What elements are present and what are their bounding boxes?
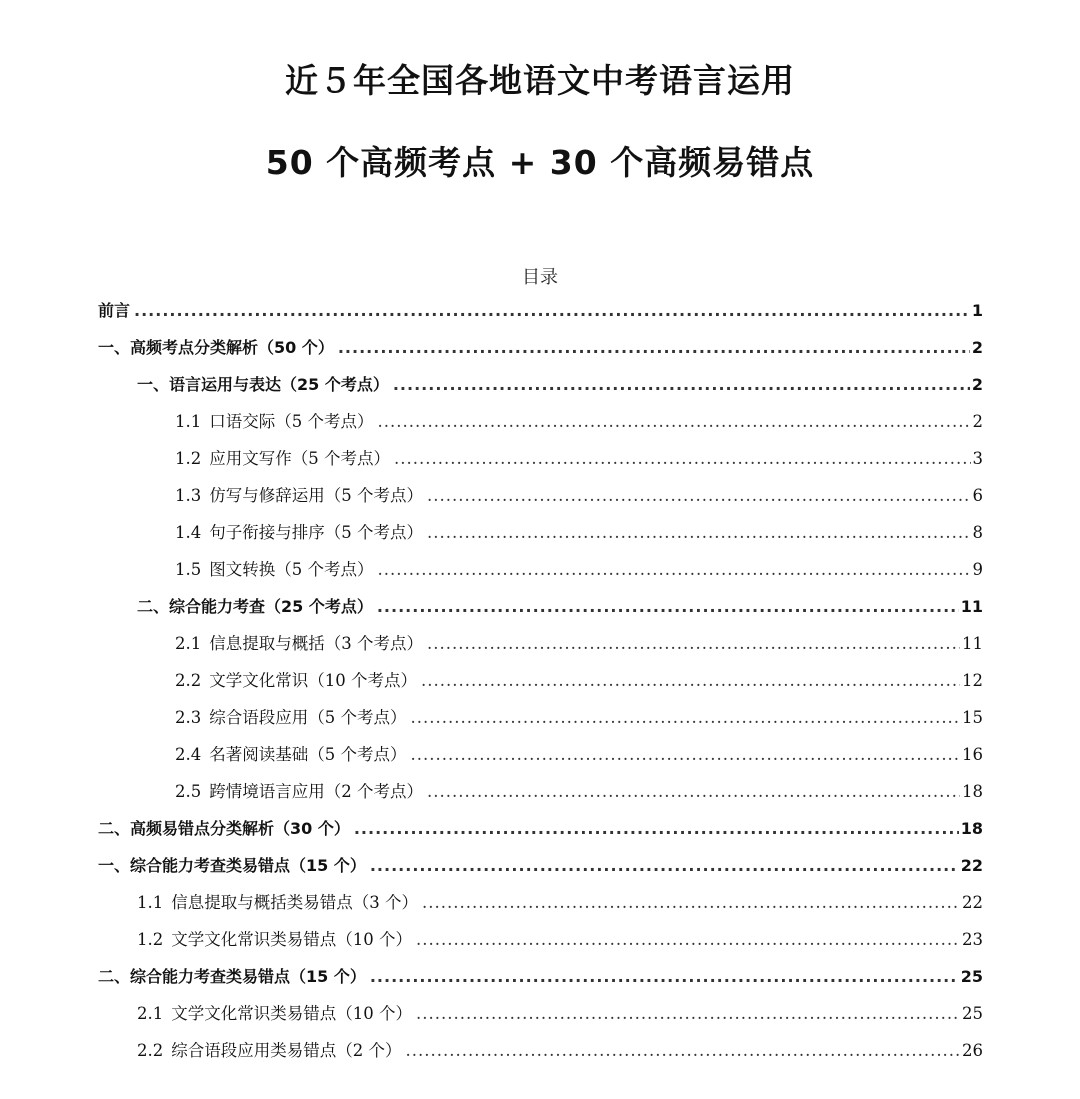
dot-leader	[393, 370, 970, 400]
dot-leader	[406, 1036, 961, 1066]
toc-entry-number: 2.2	[137, 1041, 164, 1060]
toc-entry-number: 1.3	[175, 486, 202, 505]
toc-entry-error-2-2[interactable]	[137, 1036, 983, 1066]
toc-entry-text: 综合语段应用类易错点（2 个）	[171, 1041, 402, 1060]
toc-entry-text: 一、高频考点分类解析（50 个）	[98, 338, 334, 357]
toc-entry-2-1[interactable]	[175, 629, 983, 659]
toc-page-number: 3	[972, 449, 983, 468]
toc-entry-number: 1.1	[175, 412, 202, 431]
dot-leader	[427, 481, 971, 511]
toc-page-number: 2	[971, 338, 983, 357]
toc-page-number: 26	[962, 1041, 983, 1060]
toc-entry-text: 仿写与修辞运用（5 个考点）	[209, 486, 423, 505]
toc-page-number: 25	[962, 1004, 983, 1023]
toc-entry-1-1[interactable]	[175, 407, 983, 437]
toc-entry-2-4[interactable]	[175, 740, 983, 770]
toc-entry-number: 2.2	[175, 671, 202, 690]
toc-entry-number: 2.1	[137, 1004, 164, 1023]
toc-page-number: 22	[962, 893, 983, 912]
dot-leader	[377, 592, 959, 622]
dot-leader	[370, 962, 959, 992]
toc-entry-text: 综合语段应用（5 个考点）	[209, 708, 407, 727]
toc-page-number: 25	[960, 967, 983, 986]
toc-entry-section-1[interactable]	[137, 370, 983, 400]
toc-entry-part-2[interactable]	[98, 814, 983, 844]
toc-page-number: 12	[962, 671, 983, 690]
toc-entry-text: 信息提取与概括（3 个考点）	[209, 634, 423, 653]
toc-entry-text: 前言	[98, 301, 131, 320]
toc-entry-text: 一、综合能力考查类易错点（15 个）	[98, 856, 366, 875]
toc-entry-text: 跨情境语言应用（2 个考点）	[209, 782, 423, 801]
toc-entry-number: 1.1	[137, 893, 164, 912]
toc-page-number: 16	[962, 745, 983, 764]
toc-entry-2-3[interactable]	[175, 703, 983, 733]
toc-entry-preface[interactable]	[98, 296, 983, 326]
dot-leader	[427, 777, 960, 807]
toc-page-number: 22	[960, 856, 983, 875]
toc-entry-1-5[interactable]	[175, 555, 983, 585]
dot-leader	[411, 740, 961, 770]
dot-leader	[427, 518, 971, 548]
toc-entry-error-2-1[interactable]	[137, 999, 983, 1029]
toc-heading: 目录	[522, 267, 558, 288]
toc-entry-text: 二、高频易错点分类解析（30 个）	[98, 819, 350, 838]
toc-entry-text: 句子衔接与排序（5 个考点）	[209, 523, 423, 542]
toc-entry-text: 信息提取与概括类易错点（3 个）	[171, 893, 418, 912]
dot-leader	[421, 666, 960, 696]
toc-entry-text: 图文转换（5 个考点）	[209, 560, 374, 579]
toc-page-number: 6	[972, 486, 983, 505]
toc-entry-text: 口语交际（5 个考点）	[209, 412, 374, 431]
toc-entry-error-section-2[interactable]	[98, 962, 983, 992]
toc-entry-1-2[interactable]	[175, 444, 983, 474]
document-title-line2: 50 个高频考点 + 30 个高频易错点	[265, 143, 815, 182]
toc-entry-error-section-1[interactable]	[98, 851, 983, 881]
toc-entry-error-1-2[interactable]	[137, 925, 983, 955]
toc-page-number: 15	[962, 708, 983, 727]
toc-entry-text: 二、综合能力考查类易错点（15 个）	[98, 967, 366, 986]
toc-page-number: 1	[971, 301, 983, 320]
toc-entry-number: 2.1	[175, 634, 202, 653]
dot-leader	[378, 407, 971, 437]
dot-leader	[416, 999, 960, 1029]
toc-entry-text: 一、语言运用与表达（25 个考点）	[137, 375, 389, 394]
toc-entry-text: 二、综合能力考查（25 个考点）	[137, 597, 373, 616]
toc-entry-number: 2.5	[175, 782, 202, 801]
toc-entry-section-2[interactable]	[137, 592, 983, 622]
dot-leader	[338, 333, 970, 363]
toc-entry-text: 文学文化常识类易错点（10 个）	[171, 930, 412, 949]
toc-entry-number: 1.2	[137, 930, 164, 949]
toc-page-number: 23	[962, 930, 983, 949]
dot-leader	[354, 814, 959, 844]
toc-entry-1-3[interactable]	[175, 481, 983, 511]
toc-page-number: 11	[960, 597, 983, 616]
toc-page-number: 8	[972, 523, 983, 542]
toc-entry-number: 2.4	[175, 745, 202, 764]
toc-entry-part-1[interactable]	[98, 333, 983, 363]
dot-leader	[394, 444, 971, 474]
toc-entry-text: 名著阅读基础（5 个考点）	[209, 745, 407, 764]
dot-leader	[378, 555, 971, 585]
toc-page-number: 2	[972, 412, 983, 431]
document-title-line1: 近５年全国各地语文中考语言运用	[285, 61, 795, 100]
toc-entry-number: 1.2	[175, 449, 202, 468]
toc-page-number: 18	[960, 819, 983, 838]
dot-leader	[416, 925, 960, 955]
dot-leader	[411, 703, 961, 733]
toc-entry-1-4[interactable]	[175, 518, 983, 548]
toc-entry-2-5[interactable]	[175, 777, 983, 807]
toc-entry-number: 2.3	[175, 708, 202, 727]
dot-leader	[427, 629, 960, 659]
toc-entry-2-2[interactable]	[175, 666, 983, 696]
toc-entry-number: 1.5	[175, 560, 202, 579]
toc-page-number: 2	[971, 375, 983, 394]
toc-entry-number: 1.4	[175, 523, 202, 542]
toc-entry-error-1-1[interactable]	[137, 888, 983, 918]
toc-entry-text: 文学文化常识类易错点（10 个）	[171, 1004, 412, 1023]
toc-page-number: 9	[972, 560, 983, 579]
toc-entry-text: 文学文化常识（10 个考点）	[209, 671, 417, 690]
dot-leader	[422, 888, 960, 918]
toc-page-number: 11	[962, 634, 983, 653]
dot-leader	[370, 851, 959, 881]
toc-page-number: 18	[962, 782, 983, 801]
dot-leader	[134, 296, 970, 326]
toc-entry-text: 应用文写作（5 个考点）	[209, 449, 390, 468]
